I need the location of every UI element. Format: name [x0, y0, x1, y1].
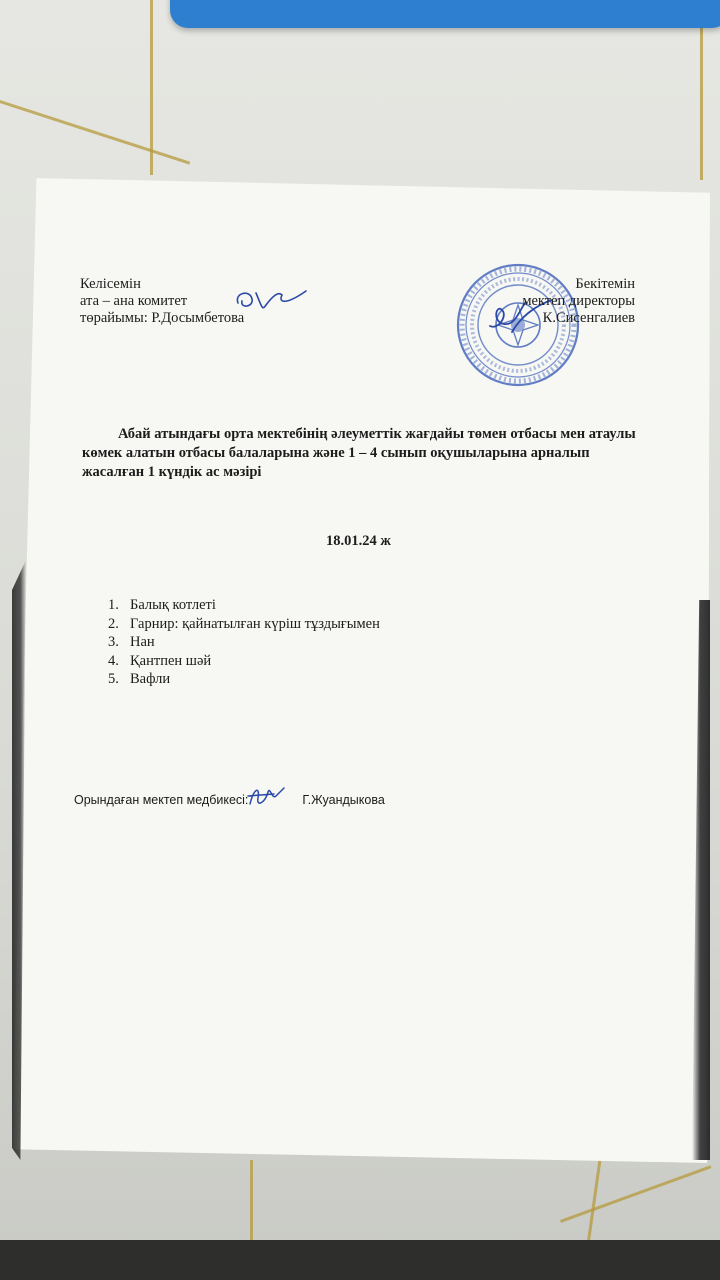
menu-item-text: Қантпен шәй	[130, 652, 212, 669]
list-item	[108, 596, 380, 615]
list-item	[108, 652, 380, 671]
nurse-label: Орындаған мектеп медбикесі:	[74, 793, 249, 807]
nurse-footer	[74, 792, 385, 809]
approval-left-line3: төрайымы: Р.Досымбетова	[80, 310, 245, 326]
menu-item-text: Нан	[130, 634, 155, 650]
list-item	[108, 633, 380, 652]
committee-signature	[232, 283, 312, 317]
approval-right-line3: К.Сисенгалиев	[542, 310, 635, 326]
document-date: 18.01.24 ж	[326, 533, 391, 549]
menu-item-text: Вафли	[130, 671, 171, 687]
menu-item-text: Гарнир: қайнатылған күріш тұздығымен	[130, 615, 380, 632]
approval-right-line1: Бекітемін	[575, 276, 635, 292]
dark-floor-strip	[0, 1240, 720, 1280]
menu-item-number: 3.	[108, 634, 119, 650]
tile-grout-line	[150, 0, 153, 175]
approval-left-line1: Келісемін	[80, 276, 141, 292]
menu-list	[108, 596, 380, 689]
approval-left-line2: ата – ана комитет	[80, 293, 188, 309]
menu-item-number: 2.	[108, 615, 119, 632]
approval-right-block	[505, 276, 635, 327]
menu-item-number: 1.	[108, 597, 119, 613]
document-title: Абай атындағы орта мектебінің әлеуметтік жағдайы төмен отбасы мен атаулы көмек алатын отбасы балаларына және 1 – 4 сынып оқушыларына арналып жасалған 1 күндік ас мәзірі	[82, 426, 636, 480]
blue-tray	[170, 0, 720, 28]
menu-item-number: 5.	[108, 671, 119, 687]
list-item	[108, 615, 380, 634]
nurse-signature	[244, 782, 288, 812]
nurse-name: Г.Жуандыкова	[302, 793, 385, 807]
menu-item-text: Балық котлеті	[130, 597, 216, 613]
approval-right-line2: мектеп директоры	[522, 293, 635, 309]
list-item	[108, 670, 380, 689]
menu-item-number: 4.	[108, 652, 119, 669]
approval-left-block	[80, 276, 244, 327]
